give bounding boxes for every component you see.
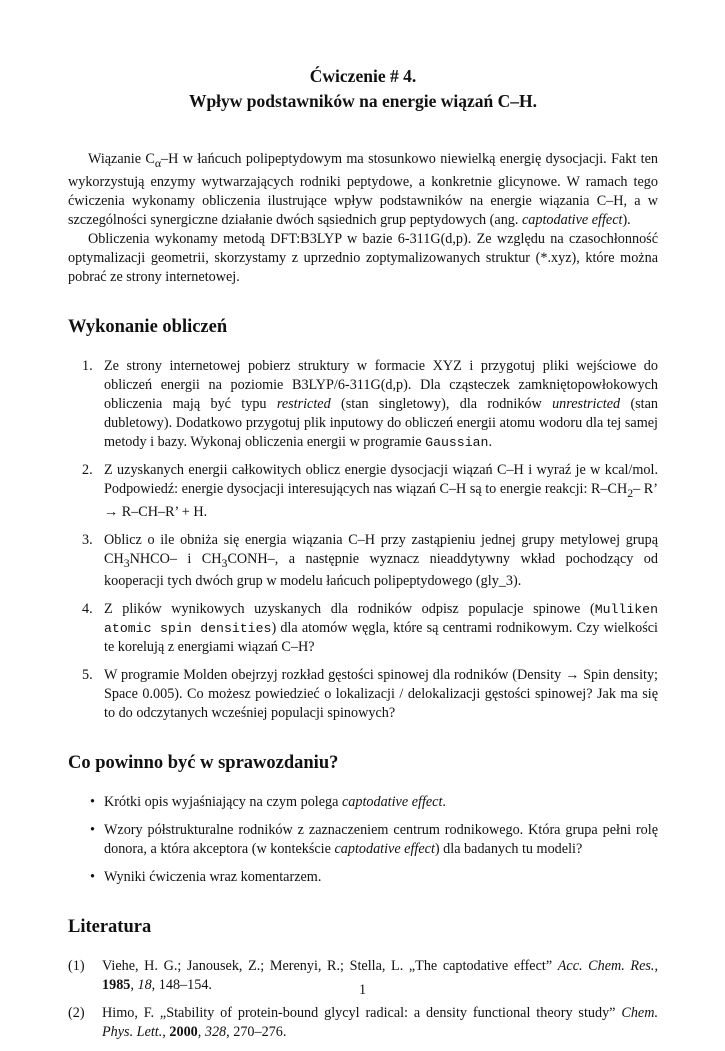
bullet-icon: •	[90, 794, 95, 811]
list-item: 5. W programie Molden obejrzyj rozkład gęstości spinowej dla rodników (Density → Spin density; Space 0.005). Co możesz powiedzieć o lokalizacji / delokalizacji gęstości spinowej? Jak ma się to do odczytanych wcześniej populacji spinowych?	[82, 667, 658, 722]
exercise-title: Wpływ podstawników na energie wiązań C–H.	[188, 91, 538, 111]
list-item: • Wzory półstrukturalne rodników z zaznaczeniem centrum rodnikowego. Która grupa pełni rolę donora, a która akceptora (w kontekście captodative effect) dla badanych tu modeli?	[90, 822, 658, 858]
bullet-icon: •	[90, 869, 95, 886]
introduction	[68, 150, 658, 287]
list-item: 4. Z plików wynikowych uzyskanych dla rodników odpisz populacje spinowe (Mulliken atomic spin densities) dla atomów węgla, które są centrami rodnikowym. Czy wielkości te korelują z energiami wiązań C–H?	[82, 601, 658, 656]
reference-item: (1) Viehe, H. G.; Janousek, Z.; Merenyi, R.; Stella, L. „The captodative effect” Acc. Chem. Res., 1985, 18, 148–154.	[68, 958, 658, 994]
exercise-number: Ćwiczenie # 4.	[309, 66, 417, 86]
bullet-icon: •	[90, 822, 95, 839]
section-heading-calculations: Wykonanie obliczeń	[68, 316, 228, 337]
list-item: 2. Z uzyskanych energii całkowitych oblicz energie dysocjacji wiązań C–H i wyraź je w kcal/mol. Podpowiedź: energie dysocjacji interesujących nas wiązań C–H są to energie reakcji: $R-CH_2-$ R’ → R–CH–R’ + H.	[82, 461, 658, 520]
program-name: Gaussian	[425, 434, 489, 450]
output-field-name: Mulliken atomic spin densities	[104, 602, 658, 637]
intro-paragraph-2: Obliczenia wykonamy metodą DFT:B3LYP w bazie 6-311G(d,p). Ze względu na czasochłonność optymalizacji geometrii, skorzystamy z uprzednio zoptymalizowanych struktur (*.xyz), które można pobrać ze strony internetowej.	[68, 230, 658, 285]
calculation-steps-list	[68, 357, 658, 724]
section-heading-literature: Literatura	[68, 917, 152, 938]
list-item: 1. Ze strony internetowej pobierz struktury w formacie XYZ i przygotuj pliki wejściowe do obliczeń energii na poziomie B3LYP/6-311G(d,p). Dla cząsteczek zamkniętopowłokowych obliczenia mają być typu restricted (stan singletowy), dla rodników unrestricted (stan dubletowy). Dodatkowo przygotuj plik inputowy do obliczeń energii atomu wodoru dla tej samej metody i bazy. Wykonaj obliczenia energii w programie Gaussian.	[82, 357, 659, 450]
list-item: • Krótki opis wyjaśniający na czym polega captodative effect.	[90, 794, 446, 811]
list-item: • Wyniki ćwiczenia wraz komentarzem.	[90, 869, 322, 886]
report-contents-list	[68, 793, 658, 887]
reference-item: (2) Himo, F. „Stability of protein-bound glycyl radical: a density functional theory study” Chem. Phys. Lett., 2000, 328, 270–276.	[68, 1005, 659, 1041]
section-heading-report: Co powinno być w sprawozdaniu?	[68, 753, 339, 774]
list-item: 3. Oblicz o ile obniża się energia wiązania C–H przy zastąpieniu jednej grupy metylowej grupą $CH_3NHCO-$ i $CH_3CONH-$, a następnie wyznacz nieaddytywny wkład pochodzący od kooperacji tych dwóch grup w modelu łańcuch polipeptydowego (gly_3).	[82, 531, 658, 590]
document-page	[68, 64, 658, 1051]
intro-paragraph-1: Wiązanie $C_\alpha-H$ w łańcuch polipeptydowym ma stosunkowo niewielką energię dysocjacji. Fakt ten wykorzystują enzymy wytwarzających rodniki peptydowe, a konkretnie glicynowe. W ramach tego ćwiczenia wykonamy obliczenia ilustrujące wpływ podstawników na energie wiązania C–H, a w szczególności synergiczne działanie dwóch sąsiednich grup peptydowych (ang. captodative effect).	[68, 151, 658, 228]
page-number: 1	[358, 982, 367, 998]
